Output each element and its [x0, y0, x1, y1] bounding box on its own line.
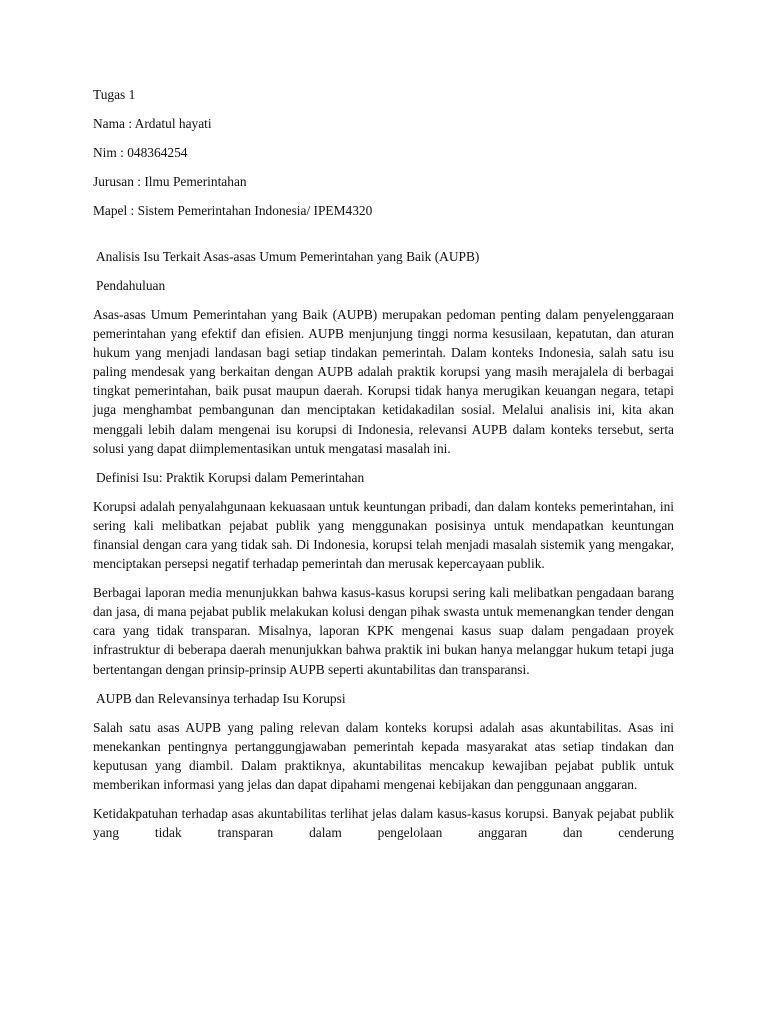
- document-page: [93, 85, 674, 852]
- student-major: Jurusan : Ilmu Pemerintahan: [93, 174, 247, 189]
- paragraph-aupb-relevance-1: Salah satu asas AUPB yang paling relevan dalam konteks korupsi adalah asas akuntabilitas. Asas ini menekankan pentingnya pertanggungjawaban pemerintah kepada masyarakat atas setiap tindakan dan keputusan yang diambil. Dalam praktiknya, akuntabilitas mencakup kewajiban pejabat publik untuk memberikan informasi yang jelas dan dapat dipahami mengenai kebijakan dan penggunaan anggaran.: [93, 719, 674, 792]
- section-heading-introduction: Pendahuluan: [96, 278, 166, 293]
- paragraph-aupb-relevance-2: Ketidakpatuhan terhadap asas akuntabilitas terlihat jelas dalam kasus-kasus korupsi. Banyak pejabat publik yang tidak transparan dalam pengelolaan anggaran dan cenderung: [93, 805, 674, 841]
- task-label: Tugas 1: [93, 87, 136, 102]
- course-subject: Mapel : Sistem Pemerintahan Indonesia/ IPEM4320: [93, 203, 373, 218]
- student-info: [93, 85, 674, 221]
- student-nim: Nim : 048364254: [93, 145, 188, 160]
- document-title: Analisis Isu Terkait Asas-asas Umum Pemerintahan yang Baik (AUPB): [96, 249, 480, 264]
- section-heading-issue-definition: Definisi Isu: Praktik Korupsi dalam Pemerintahan: [96, 469, 365, 485]
- paragraph-issue-definition-1: Korupsi adalah penyalahgunaan kekuasaan untuk keuntungan pribadi, dan dalam konteks pemerintahan, ini sering kali melibatkan pejabat publik yang menggunakan posisinya untuk mendapatkan keuntungan finansial dengan cara yang tidak sah. Di Indonesia, korupsi telah menjadi masalah sistemik yang mengakar, menciptakan persepsi negatif terhadap pemerintah dan merusak kepercayaan publik.: [93, 498, 674, 572]
- section-heading-aupb-relevance: AUPB dan Relevansinya terhadap Isu Korupsi: [96, 690, 346, 706]
- paragraph-introduction: Asas-asas Umum Pemerintahan yang Baik (AUPB) merupakan pedoman penting dalam penyelenggaraan pemerintahan yang efektif dan efisien. AUPB menjunjung tinggi norma kesusilaan, kepatutan, dan aturan hukum yang menjadi landasan bagi setiap tindakan pemerintah. Dalam konteks Indonesia, salah satu isu paling mendesak yang berkaitan dengan AUPB adalah praktik korupsi yang masih merajalela di berbagai tingkat pemerintahan, baik pusat maupun daerah. Korupsi tidak hanya merugikan keuangan negara, tetapi juga menghambat pembangunan dan menciptakan ketidakadilan sosial. Melalui analisis ini, kita akan menggali lebih dalam mengenai isu korupsi di Indonesia, relevansi AUPB dalam konteks tersebut, serta solusi yang dapat diimplementasikan untuk mengatasi masalah ini.: [93, 307, 674, 456]
- student-name: Nama : Ardatul hayati: [93, 116, 212, 131]
- paragraph-issue-definition-2: Berbagai laporan media menunjukkan bahwa kasus-kasus korupsi sering kali melibatkan pengadaan barang dan jasa, di mana pejabat publik melakukan kolusi dengan pihak swasta untuk memenangkan tender dengan cara yang tidak transparan. Misalnya, laporan KPK mengenai kasus suap dalam pengadaan proyek infrastruktur di beberapa daerah menunjukkan bahwa praktik ini bukan hanya melanggar hukum tetapi juga bertentangan dengan prinsip-prinsip AUPB seperti akuntabilitas dan transparansi.: [93, 585, 674, 677]
